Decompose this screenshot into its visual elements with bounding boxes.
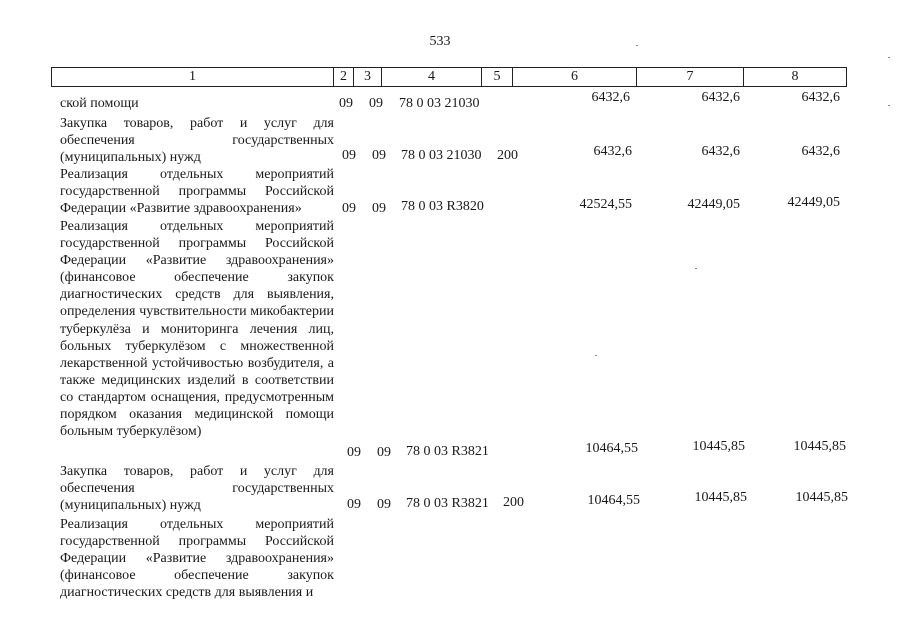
row-4-col-2: 09 xyxy=(347,497,361,512)
header-col-1: 1 xyxy=(52,68,334,86)
scan-speck xyxy=(695,268,697,269)
page-number: 533 xyxy=(429,34,451,49)
row-3-col-8: 10445,85 xyxy=(793,439,846,454)
row-4-col-7: 10445,85 xyxy=(694,490,747,505)
table-header xyxy=(51,67,847,87)
row-4-description: Закупка товаров, работ и услуг для обеспечения государственных (муниципальных) нужд xyxy=(60,464,334,514)
row-0-col-6: 6432,6 xyxy=(591,90,630,105)
row-1-col-3: 09 xyxy=(372,148,386,163)
row-2-col-7: 42449,05 xyxy=(687,197,740,212)
row-1-col-8: 6432,6 xyxy=(801,144,840,159)
header-col-6: 6 xyxy=(513,68,637,86)
row-1-col-4: 78 0 03 21030 xyxy=(401,148,482,163)
row-1-description: Закупка товаров, работ и услуг для обеспечения государственных (муниципальных) нужд xyxy=(60,116,334,166)
row-1-col-7: 6432,6 xyxy=(701,144,740,159)
row-0-col-3: 09 xyxy=(369,96,383,111)
row-4-col-6: 10464,55 xyxy=(587,493,640,508)
row-3-description: Реализация отдельных мероприятий государственной программы Российской Федерации «Развитие здравоохранения» (финансовое обеспечение закупок диагностических средств для выявления, определения чувствительности микобактерии туберкулёза и мониторинга лечения лиц, больных туберкулёзом с множественной лекарственной устойчивостью возбудителя, а также медицинских изделий в соответствии со стандартом оснащения, предусмотренным порядком оказания медицинской помощи больным туберкулёзом) xyxy=(60,219,334,440)
header-col-5: 5 xyxy=(482,68,513,86)
scan-speck xyxy=(888,57,890,58)
row-0-col-8: 6432,6 xyxy=(801,90,840,105)
row-2-col-4: 78 0 03 R3820 xyxy=(401,199,484,214)
scan-speck xyxy=(595,355,597,356)
row-4-col-8: 10445,85 xyxy=(795,490,848,505)
header-col-8: 8 xyxy=(791,69,799,84)
row-4-col-5: 200 xyxy=(503,495,524,510)
row-1-col-5: 200 xyxy=(497,148,518,163)
row-3-col-6: 10464,55 xyxy=(585,441,638,456)
header-col-3: 3 xyxy=(354,68,382,86)
row-3-col-2: 09 xyxy=(347,445,361,460)
row-3-col-3: 09 xyxy=(377,445,391,460)
row-4-col-4: 78 0 03 R3821 xyxy=(406,496,489,511)
row-2-col-8: 42449,05 xyxy=(787,195,840,210)
row-1-col-2: 09 xyxy=(342,148,356,163)
header-col-4: 4 xyxy=(382,68,482,86)
row-0-col-2: 09 xyxy=(339,96,353,111)
row-2-col-6: 42524,55 xyxy=(579,197,632,212)
scan-speck xyxy=(888,105,890,106)
header-col-2: 2 xyxy=(334,68,354,86)
row-3-col-7: 10445,85 xyxy=(692,439,745,454)
row-3-col-4: 78 0 03 R3821 xyxy=(406,444,489,459)
row-0-col-7: 6432,6 xyxy=(701,90,740,105)
row-2-description: Реализация отдельных мероприятий государственной программы Российской Федерации «Развитие здравоохранения» xyxy=(60,167,334,217)
row-4-col-3: 09 xyxy=(377,497,391,512)
header-col-7: 7 xyxy=(637,68,744,86)
row-2-col-3: 09 xyxy=(372,201,386,216)
row-5-description: Реализация отдельных мероприятий государственной программы Российской Федерации «Развитие здравоохранения» (финансовое обеспечение закупок диагностических средств для выявления и xyxy=(60,517,334,601)
row-0-description: ской помощи xyxy=(60,96,139,111)
row-1-col-6: 6432,6 xyxy=(593,144,632,159)
row-2-col-2: 09 xyxy=(342,201,356,216)
row-0-col-4: 78 0 03 21030 xyxy=(399,96,480,111)
scan-speck xyxy=(636,45,638,46)
